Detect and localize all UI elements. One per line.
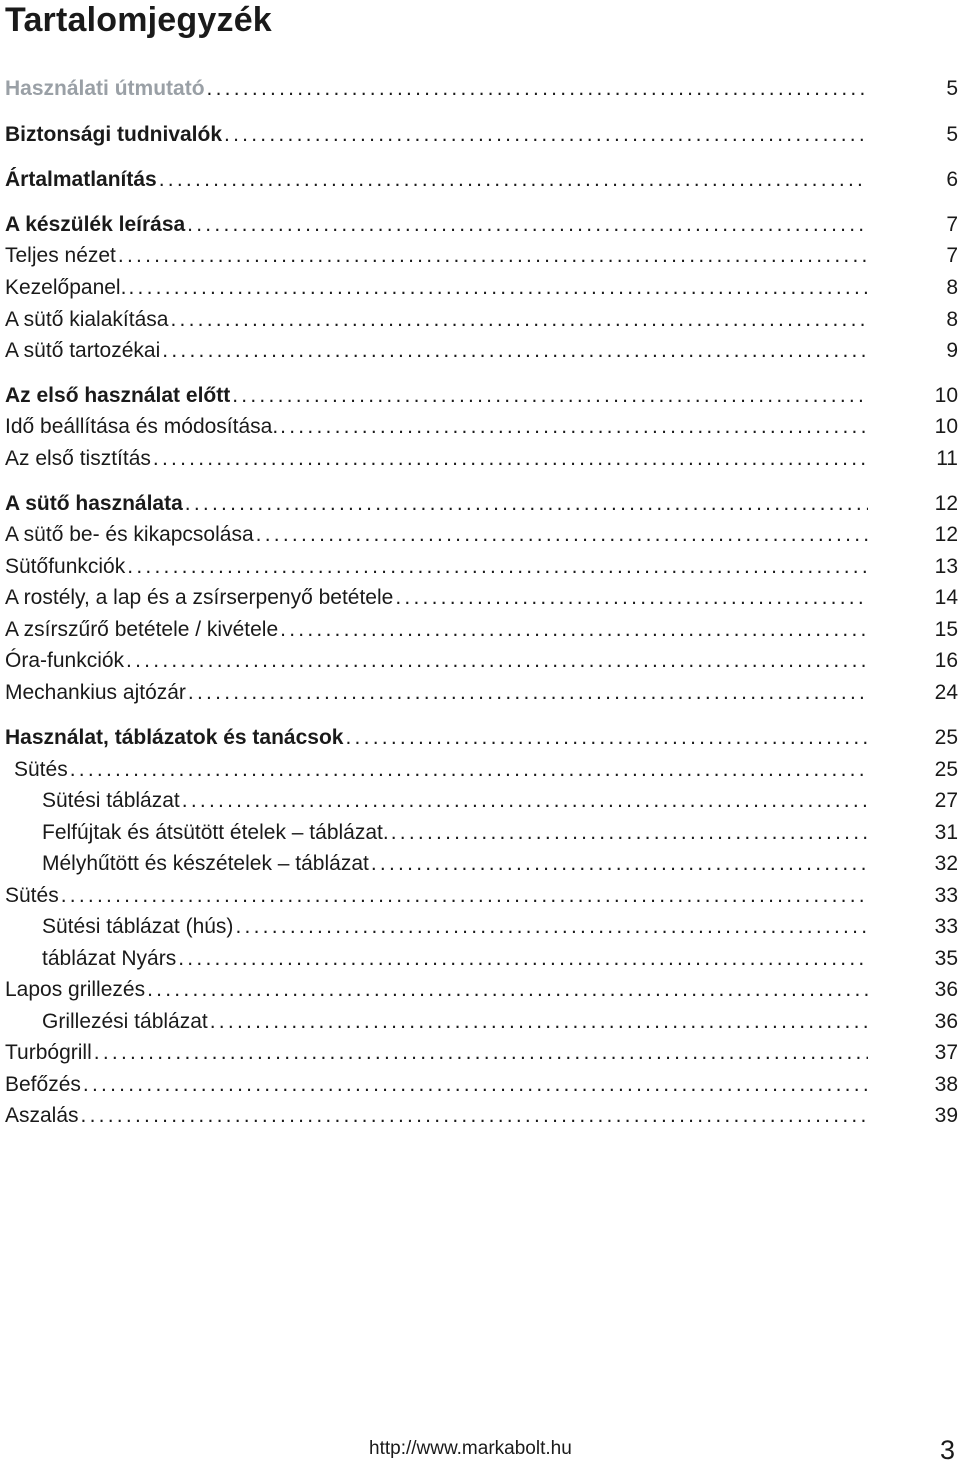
toc-dot-leader — [395, 583, 868, 613]
toc-entry-page: 16 — [934, 649, 958, 672]
toc-entry[interactable] — [5, 1038, 958, 1068]
toc-entry-page: 9 — [946, 339, 958, 362]
toc-entry[interactable] — [5, 336, 958, 366]
toc-entry-title: Turbógrill — [5, 1038, 94, 1068]
toc-dot-leader — [188, 678, 868, 708]
toc-entry-page: 11 — [936, 447, 958, 470]
toc-entry-title: Ártalmatlanítás — [5, 165, 159, 195]
toc-entry-title: Befőzés — [5, 1070, 83, 1100]
toc-entry-page: 33 — [934, 915, 958, 938]
toc-entry[interactable] — [5, 1101, 958, 1131]
toc-entry-title: Sütés — [5, 755, 70, 785]
toc-dot-leader — [371, 849, 868, 879]
toc-entry-page: 27 — [934, 789, 958, 812]
toc-entry-page: 32 — [934, 852, 958, 875]
toc-dot-leader — [256, 520, 868, 550]
toc-entry[interactable] — [5, 120, 958, 150]
toc-entry[interactable] — [5, 912, 958, 942]
toc-dot-leader — [178, 944, 868, 974]
toc-dot-leader — [210, 1007, 868, 1037]
toc-entry[interactable] — [5, 241, 958, 271]
toc-entry-page: 8 — [946, 308, 958, 331]
toc-dot-leader — [127, 552, 868, 582]
toc-entry-title: Teljes nézet — [5, 241, 118, 271]
toc-dot-leader — [159, 165, 868, 195]
toc-entry-page: 25 — [934, 758, 958, 781]
toc-entry-page: 10 — [934, 415, 958, 438]
toc-entry[interactable] — [5, 1070, 958, 1100]
toc-entry-title: Sütés — [5, 881, 61, 911]
toc-entry-title: Felfújtak és átsütött ételek – táblázat. — [5, 818, 391, 848]
toc-entry[interactable] — [5, 646, 958, 676]
toc-entry-title: Mechankius ajtózár — [5, 678, 188, 708]
toc-dot-leader — [126, 646, 868, 676]
toc-entry-page: 39 — [934, 1104, 958, 1127]
toc-entry-title: Biztonsági tudnivalók — [5, 120, 224, 150]
toc-entry-title: A sütő be- és kikapcsolása — [5, 520, 256, 550]
toc-entry-title: Sütőfunkciók — [5, 552, 127, 582]
toc-entry-title: Használati útmutató — [5, 74, 207, 104]
page-title: Tartalomjegyzék — [5, 1, 272, 39]
toc-entry-title: A rostély, a lap és a zsírserpenyő betétele — [5, 583, 395, 613]
toc-dot-leader — [70, 755, 868, 785]
toc-entry-page: 37 — [934, 1041, 958, 1064]
toc-entry[interactable] — [5, 944, 958, 974]
toc-entry-page: 8 — [946, 276, 958, 299]
toc-entry[interactable] — [5, 615, 958, 645]
toc-entry[interactable] — [5, 165, 958, 195]
toc-entry-title: A sütő tartozékai — [5, 336, 162, 366]
toc-dot-leader — [207, 74, 868, 104]
toc-dot-leader — [187, 210, 868, 240]
toc-dot-leader — [118, 241, 868, 271]
toc-entry-page: 12 — [934, 523, 958, 546]
toc-entry[interactable] — [5, 210, 958, 240]
toc-dot-leader — [81, 1101, 868, 1131]
toc-entry-page: 6 — [946, 168, 958, 191]
toc-dot-leader — [162, 336, 868, 366]
toc-entry[interactable] — [5, 755, 958, 785]
toc-entry-page: 12 — [934, 492, 958, 515]
toc-dot-leader — [170, 305, 868, 335]
toc-entry-title: Aszalás — [5, 1101, 81, 1131]
toc-entry[interactable] — [5, 381, 958, 411]
toc-entry-title: Mélyhűtött és készételek – táblázat — [5, 849, 371, 879]
toc-dot-leader — [153, 444, 868, 474]
toc-entry[interactable] — [5, 273, 958, 303]
toc-entry-title: Kezelőpanel. — [5, 273, 128, 303]
toc-dot-leader — [224, 120, 868, 150]
toc-dot-leader — [232, 381, 868, 411]
toc-entry-page: 10 — [934, 384, 958, 407]
toc-entry-title: Sütési táblázat (hús) — [5, 912, 235, 942]
toc-entry-title: Grillezési táblázat — [5, 1007, 210, 1037]
toc-dot-leader — [391, 818, 868, 848]
toc-dot-leader — [280, 615, 868, 645]
toc-entry-title: Használat, táblázatok és tanácsok — [5, 723, 345, 753]
toc-dot-leader — [280, 412, 868, 442]
toc-entry-title: Idő beállítása és módosítása. — [5, 412, 280, 442]
toc-entry-title: Az első tisztítás — [5, 444, 153, 474]
toc-entry-title: táblázat Nyárs — [5, 944, 178, 974]
toc-dot-leader — [94, 1038, 868, 1068]
toc-entry-page: 24 — [934, 681, 958, 704]
toc-dot-leader — [83, 1070, 868, 1100]
toc-entry[interactable] — [5, 305, 958, 335]
toc-entry-page: 14 — [934, 586, 958, 609]
footer-page-number: 3 — [939, 1435, 955, 1465]
toc-entry[interactable] — [5, 678, 958, 708]
toc-entry[interactable] — [5, 74, 958, 104]
toc-entry-title: A sütő kialakítása — [5, 305, 170, 335]
toc-entry[interactable] — [5, 786, 958, 816]
toc-entry-title: A sütő használata — [5, 489, 185, 519]
toc-dot-leader — [185, 489, 868, 519]
toc-entry-page: 36 — [934, 1010, 958, 1033]
toc-dot-leader — [61, 881, 868, 911]
toc-entry[interactable] — [5, 552, 958, 582]
toc-entry[interactable] — [5, 881, 958, 911]
toc-entry-page: 5 — [946, 77, 958, 100]
toc-entry[interactable] — [5, 849, 958, 879]
toc-entry[interactable] — [5, 489, 958, 519]
toc-entry-title: Az első használat előtt — [5, 381, 232, 411]
toc-entry-page: 7 — [946, 213, 958, 236]
toc-dot-leader — [128, 273, 868, 303]
toc-entry-title: Sütési táblázat — [5, 786, 182, 816]
toc-entry-title: Óra-funkciók — [5, 646, 126, 676]
toc-entry-page: 7 — [946, 244, 958, 267]
toc-dot-leader — [182, 786, 868, 816]
toc-entry[interactable] — [5, 444, 958, 474]
toc-entry-page: 33 — [934, 884, 958, 907]
toc-entry-title: Lapos grillezés — [5, 975, 147, 1005]
toc-entry-title: A zsírszűrő betétele / kivétele — [5, 615, 280, 645]
toc-dot-leader — [235, 912, 868, 942]
toc-entry-page: 38 — [934, 1073, 958, 1096]
toc-dot-leader — [147, 975, 868, 1005]
footer-url: http://www.markabolt.hu — [369, 1438, 572, 1459]
toc-entry[interactable] — [5, 1007, 958, 1037]
toc-dot-leader — [345, 723, 868, 753]
toc-entry[interactable] — [5, 723, 958, 753]
toc-entry-title: A készülék leírása — [5, 210, 187, 240]
toc-entry-page: 25 — [934, 726, 958, 749]
toc-entry-page: 35 — [934, 947, 958, 970]
toc-entry-page: 15 — [934, 618, 958, 641]
toc-entry-page: 5 — [946, 123, 958, 146]
toc-entry-page: 36 — [934, 978, 958, 1001]
toc-entry[interactable] — [5, 975, 958, 1005]
toc-entry-page: 31 — [934, 821, 958, 844]
toc-entry[interactable] — [5, 583, 958, 613]
toc-entry[interactable] — [5, 412, 958, 442]
toc-entry[interactable] — [5, 520, 958, 550]
toc-entry-page: 13 — [934, 555, 958, 578]
toc-entry[interactable] — [5, 818, 958, 848]
